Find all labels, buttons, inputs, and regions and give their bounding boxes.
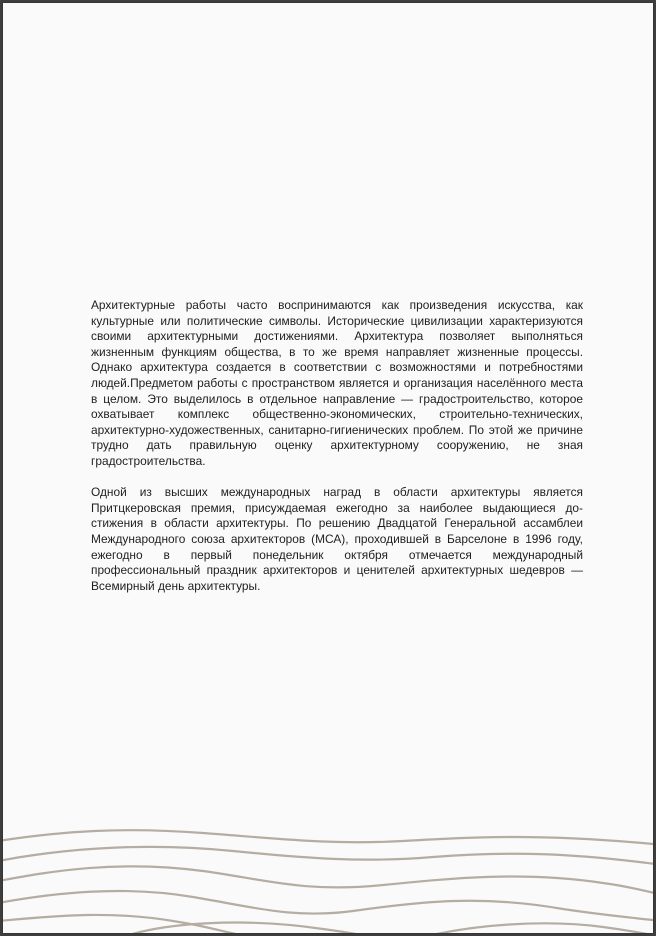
wave-line-4 <box>3 891 653 921</box>
wavy-lines-ornament <box>3 823 653 933</box>
wave-line-2 <box>3 847 653 865</box>
wave-line-1 <box>3 830 653 845</box>
paragraph-pritzker: Одной из высших международных наград в области архитектуры является Притцкеровская премия, присуждаемая ежегодно за наиболее выдающиеся достижения в области архитектуры. По решению Двадцатой Генеральной ассамблеи Международного союза архитекторов (МСА), проходившей в Барселоне в 1996 году, ежегодно в первый понедельник октября отмечается международный профессиональный праздник архитекторов и ценителей архитектурных шедевров — Всемирный день архитектуры. <box>91 485 583 593</box>
document-page <box>3 3 653 933</box>
body-text <box>91 298 583 594</box>
wave-line-6 <box>423 923 653 933</box>
paragraph-architecture: Архитектурные работы часто воспринимаются как произведения искусства, как культурные или политические символы. Исторические цивилизации характеризуются своими архитектурными достижениями. Архитектура позволяет выполняться жизненным функциям общества, в то же время направляет жизненные процессы. Однако архитектура создается в соответствии с возможностями и потребностями людей.Предметом работы с пространством является и организация населённого места в целом. Это выделилось в отдельное направление — градостроительство, которое охватывает комплекс общественно-экономических, строительно-технических, архитектурно-художественных, санитарно-гигиенических проблем. По этой же причине трудно дать правильную оценку архитектурному сооружению, не зная градостроительства. <box>91 298 583 468</box>
wave-line-7 <box>123 923 383 933</box>
